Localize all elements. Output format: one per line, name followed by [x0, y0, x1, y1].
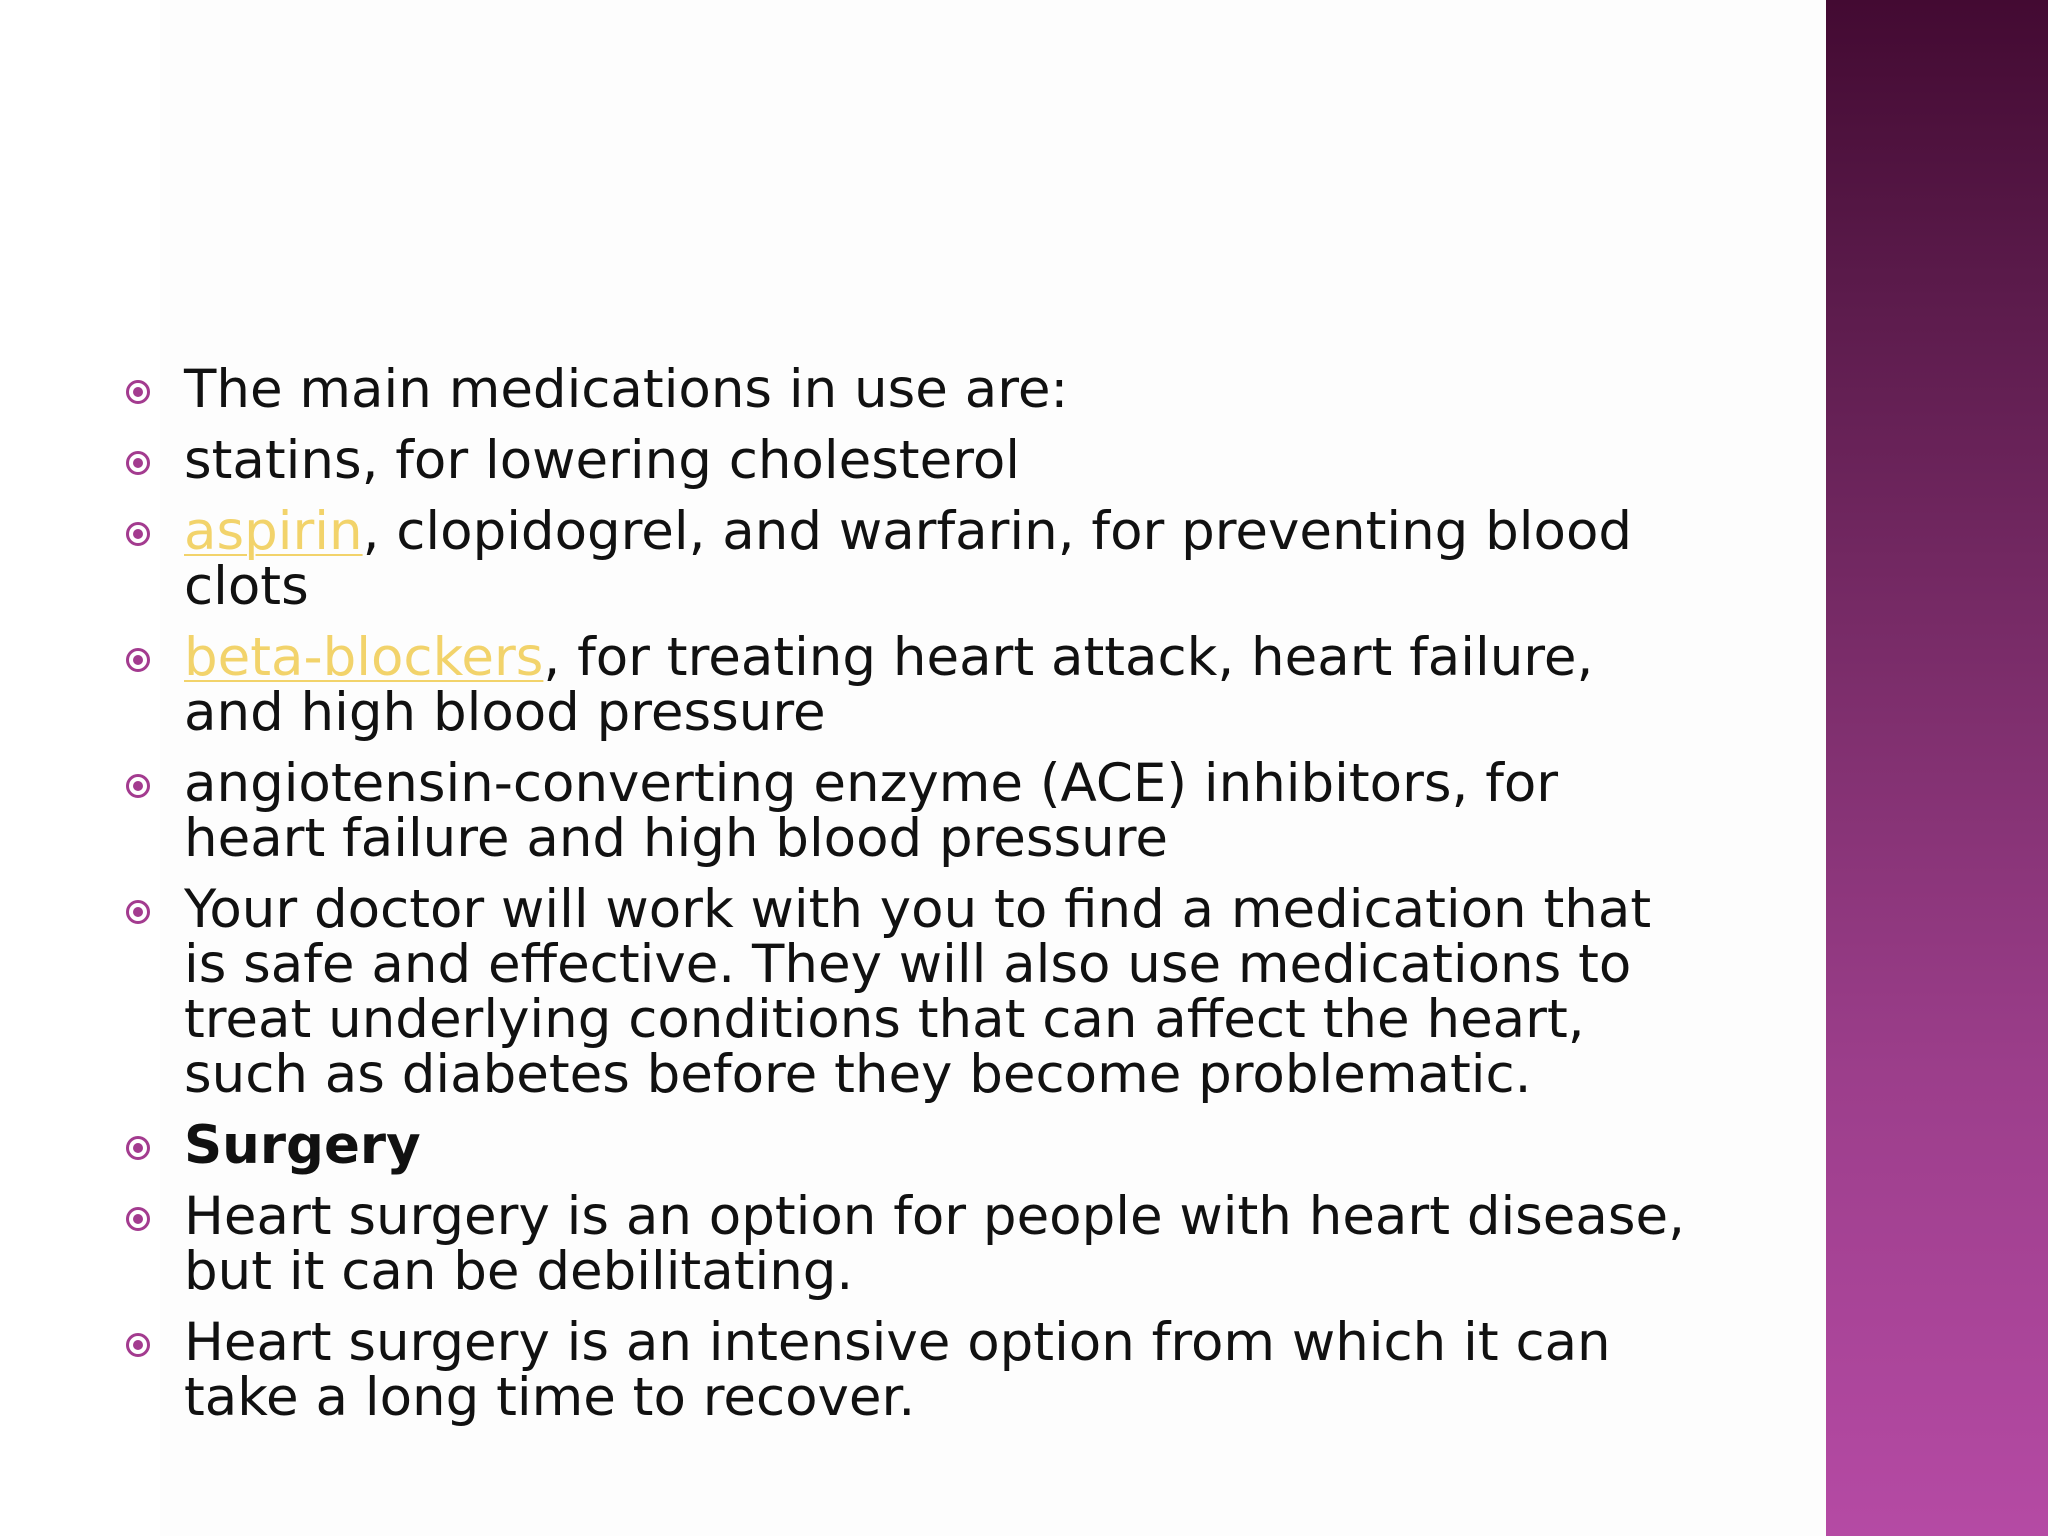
bullet-icon	[126, 522, 150, 546]
bullet-text: angiotensin-converting enzyme (ACE) inhibitors, for heart failure and high blood pressure	[184, 753, 1559, 869]
bullet-text: The main medications in use are:	[184, 359, 1069, 420]
bullet-text: , clopidogrel, and warfarin, for preventing blood clots	[184, 501, 1633, 617]
bullet-icon	[126, 380, 150, 404]
decorative-sidebar	[1826, 0, 2048, 1536]
bullet-text: Heart surgery is an option for people with heart disease, but it can be debilitating.	[184, 1186, 1685, 1302]
bullet-text: Your doctor will work with you to find a medication that is safe and effective. They will also use medications to treat underlying conditions that can affect the heart, such as diabetes before they become problematic.	[184, 879, 1652, 1105]
beta-blockers-link[interactable]: beta-blockers	[184, 627, 544, 688]
bullet-icon	[126, 900, 150, 924]
list-item-surgery-heading	[120, 1115, 1700, 1176]
bullet-text: statins, for lowering cholesterol	[184, 430, 1020, 491]
list-item-doctor-advice	[120, 879, 1700, 1105]
bullet-icon	[126, 1333, 150, 1357]
list-item-statins	[120, 430, 1700, 491]
list-item-surgery-option	[120, 1186, 1700, 1302]
list-item-aspirin	[120, 501, 1700, 617]
list-item-surgery-recovery	[120, 1312, 1700, 1428]
aspirin-link[interactable]: aspirin	[184, 501, 363, 562]
bullet-list	[120, 359, 1700, 1441]
list-item-main-medications	[120, 359, 1700, 420]
list-item-beta-blockers	[120, 627, 1700, 743]
bullet-icon	[126, 451, 150, 475]
bullet-text: , for treating heart attack, heart failure, and high blood pressure	[184, 627, 1594, 743]
bullet-icon	[126, 1136, 150, 1160]
bullet-icon	[126, 774, 150, 798]
section-heading: Surgery	[184, 1115, 421, 1176]
bullet-icon	[126, 648, 150, 672]
list-item-ace-inhibitors	[120, 753, 1700, 869]
bullet-text: Heart surgery is an intensive option from which it can take a long time to recover.	[184, 1312, 1611, 1428]
bullet-icon	[126, 1207, 150, 1231]
